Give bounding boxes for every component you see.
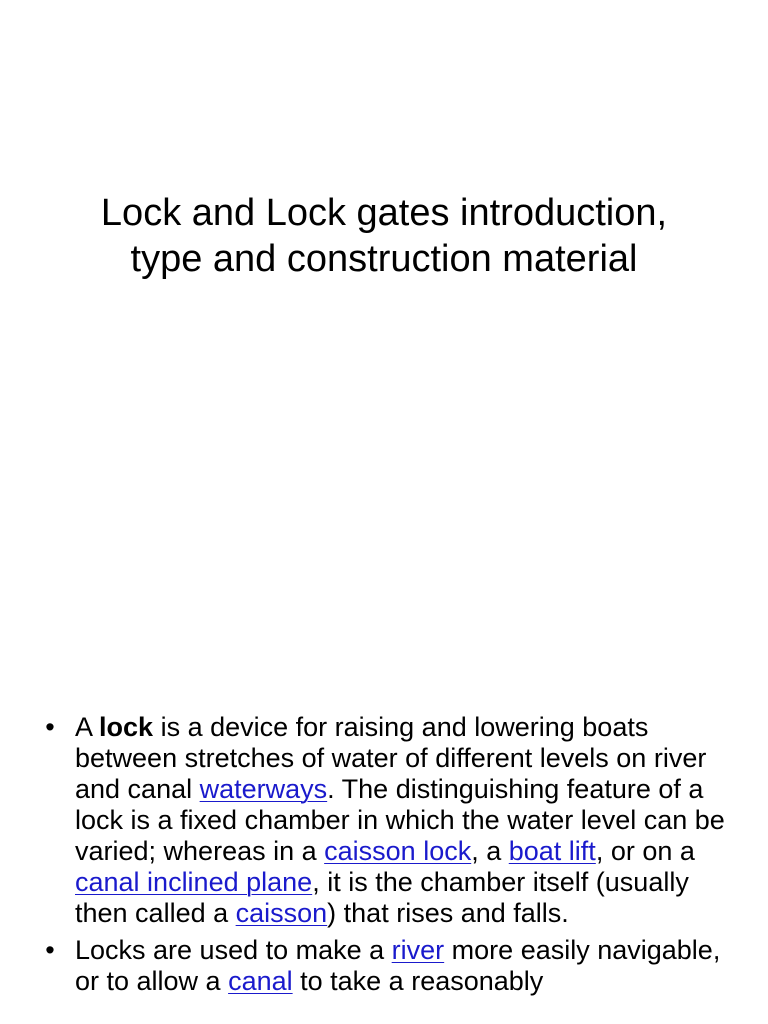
link-canal[interactable]: canal [228,966,293,996]
bullet-text: Locks are used to make a [75,935,392,965]
link-caisson-lock[interactable]: caisson lock [324,836,472,866]
bullet-text: more easily navigable, or to allow a [75,935,721,996]
link-boat-lift[interactable]: boat lift [508,836,596,866]
bullet-item-lock-definition [40,712,740,929]
bullet-text: to take a reasonably [292,966,544,996]
bullet-text: is a device for raising and lowering boats between stretches of water of different levels on river and canal [75,712,707,804]
bullet-text: ) that rises and falls. [327,898,569,928]
link-canal-inclined-plane[interactable]: canal inclined plane [75,867,313,897]
bullet-text: . The distinguishing feature of a lock is a fixed chamber in which the water level can be varied; whereas in a [75,774,725,866]
bullet-text: , a [471,836,509,866]
link-river[interactable]: river [391,935,445,965]
bullet-text: A [75,712,100,742]
slide-title [40,190,728,282]
link-waterways[interactable]: waterways [199,774,328,804]
title-line-1: Lock and Lock gates introduction, [100,192,668,234]
title-line-2: type and construction material [130,238,638,280]
bold-term-lock: lock [99,712,154,742]
bullet-icon: • [45,935,55,965]
bullet-icon: • [45,712,55,742]
bullet-item-lock-uses [40,935,740,997]
bullet-list [40,712,740,1003]
bullet-text: , it is the chamber itself (usually then called a [75,867,689,928]
bullet-text: , or on a [595,836,695,866]
link-caisson[interactable]: caisson [235,898,328,928]
